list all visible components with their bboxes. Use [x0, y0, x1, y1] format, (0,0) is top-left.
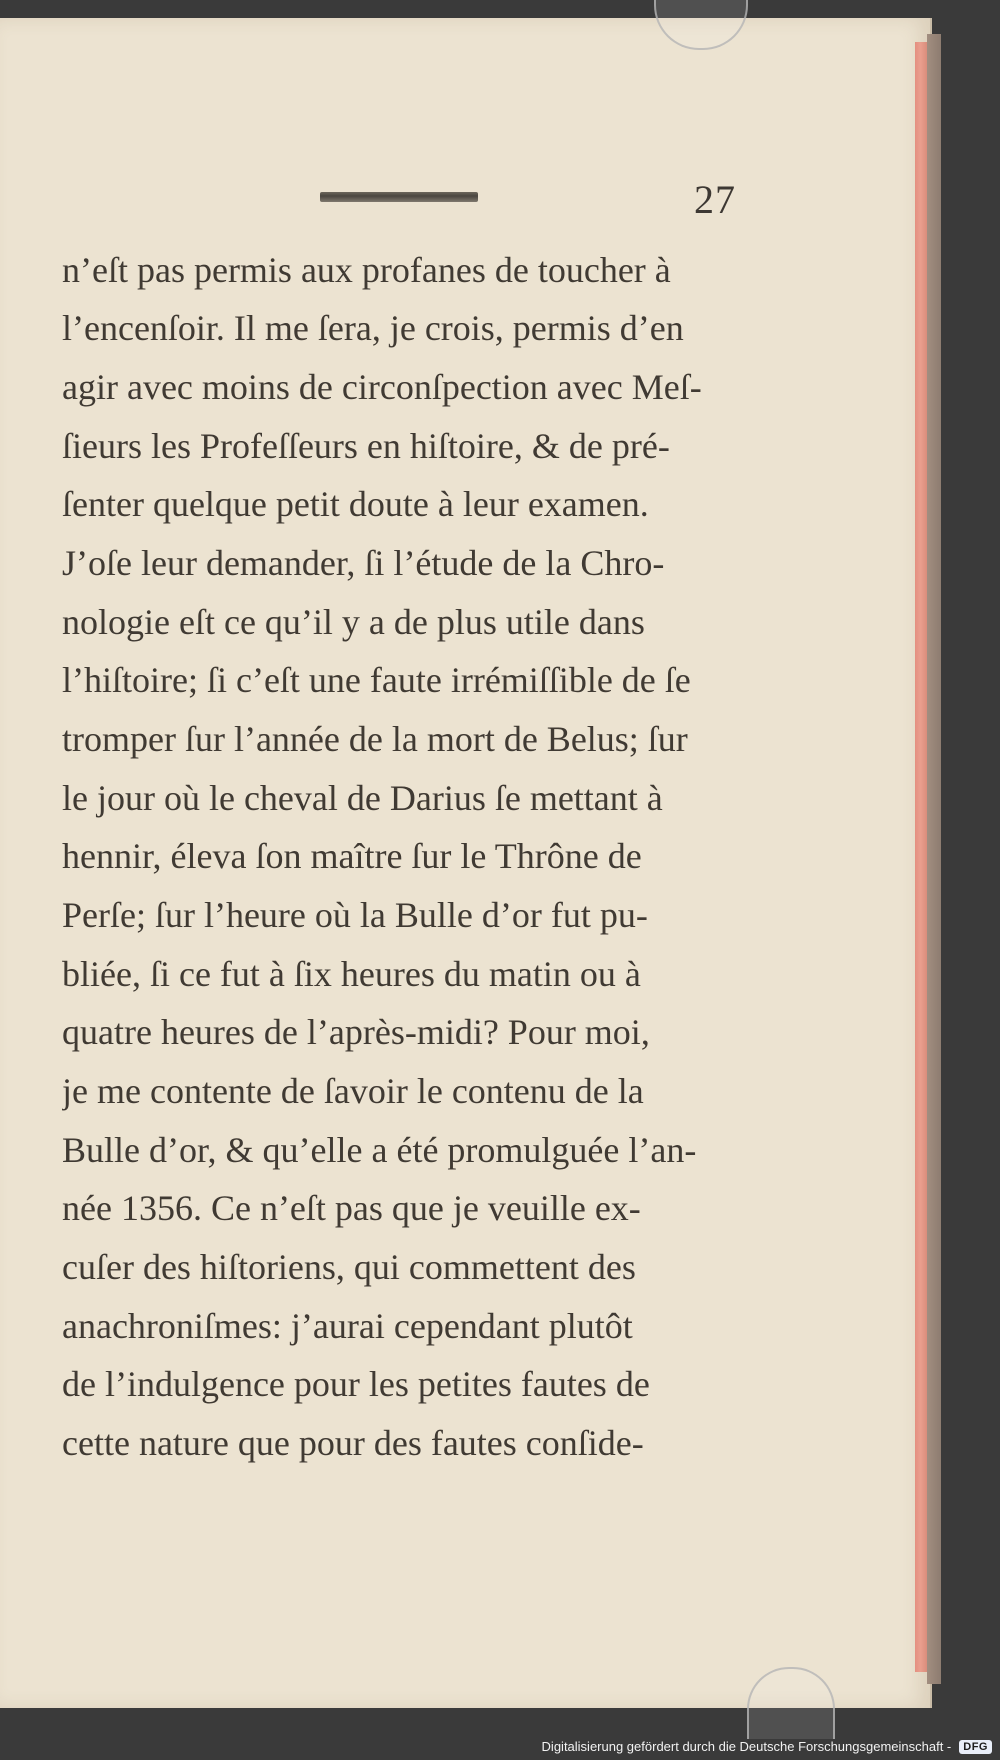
text-line: Bulle d’or, & qu’elle a été promulguée l’an-: [62, 1130, 697, 1170]
text-line: née 1356. Ce n’eſt pas que je veuille ex-: [62, 1188, 641, 1228]
digitization-credit: [542, 1739, 992, 1754]
text-line: n’eſt pas permis aux profanes de toucher à: [62, 250, 671, 290]
text-line: agir avec moins de circonſpection avec Meſ-: [62, 367, 702, 407]
page-edge-grey: [927, 34, 941, 1684]
text-line: l’encenſoir. Il me ſera, je crois, permis d’en: [62, 308, 684, 348]
text-line: Perſe; ſur l’heure où la Bulle d’or fut pu-: [62, 895, 648, 935]
text-line: tromper ſur l’année de la mort de Belus; ſur: [62, 719, 688, 759]
page-edge-red: [915, 42, 927, 1672]
text-line: nologie eſt ce qu’il y a de plus utile dans: [62, 602, 645, 642]
header-rule: [320, 192, 478, 202]
text-line: je me contente de ſavoir le contenu de la: [62, 1071, 644, 1111]
text-line: anachroniſmes: j’aurai cependant plutôt: [62, 1306, 633, 1346]
digitization-text: Digitalisierung gefördert durch die Deutsche Forschungsgemeinschaft -: [541, 1739, 952, 1754]
text-line: ſenter quelque petit doute à leur examen.: [62, 484, 649, 524]
text-line: cette nature que pour des fautes conſide-: [62, 1423, 644, 1463]
text-line: de l’indulgence pour les petites fautes de: [62, 1364, 650, 1404]
clip-bottom-icon: [747, 1667, 835, 1739]
page-number: 27: [694, 177, 736, 222]
dfg-logo-icon: DFG: [959, 1740, 992, 1754]
text-line: cuſer des hiſtoriens, qui commettent des: [62, 1247, 636, 1287]
text-line: hennir, éleva ſon maître ſur le Thrône de: [62, 836, 642, 876]
text-line: l’hiſtoire; ſi c’eſt une faute irrémiſſible de ſe: [62, 660, 691, 700]
text-line: bliée, ſi ce fut à ſix heures du matin ou à: [62, 954, 641, 994]
text-line: J’oſe leur demander, ſi l’étude de la Chro-: [62, 543, 665, 583]
text-line: quatre heures de l’après-midi? Pour moi,: [62, 1012, 650, 1052]
text-line: ſieurs les Profeſſeurs en hiſtoire, & de pré-: [62, 426, 670, 466]
text-line: le jour où le cheval de Darius ſe mettant à: [62, 778, 663, 818]
